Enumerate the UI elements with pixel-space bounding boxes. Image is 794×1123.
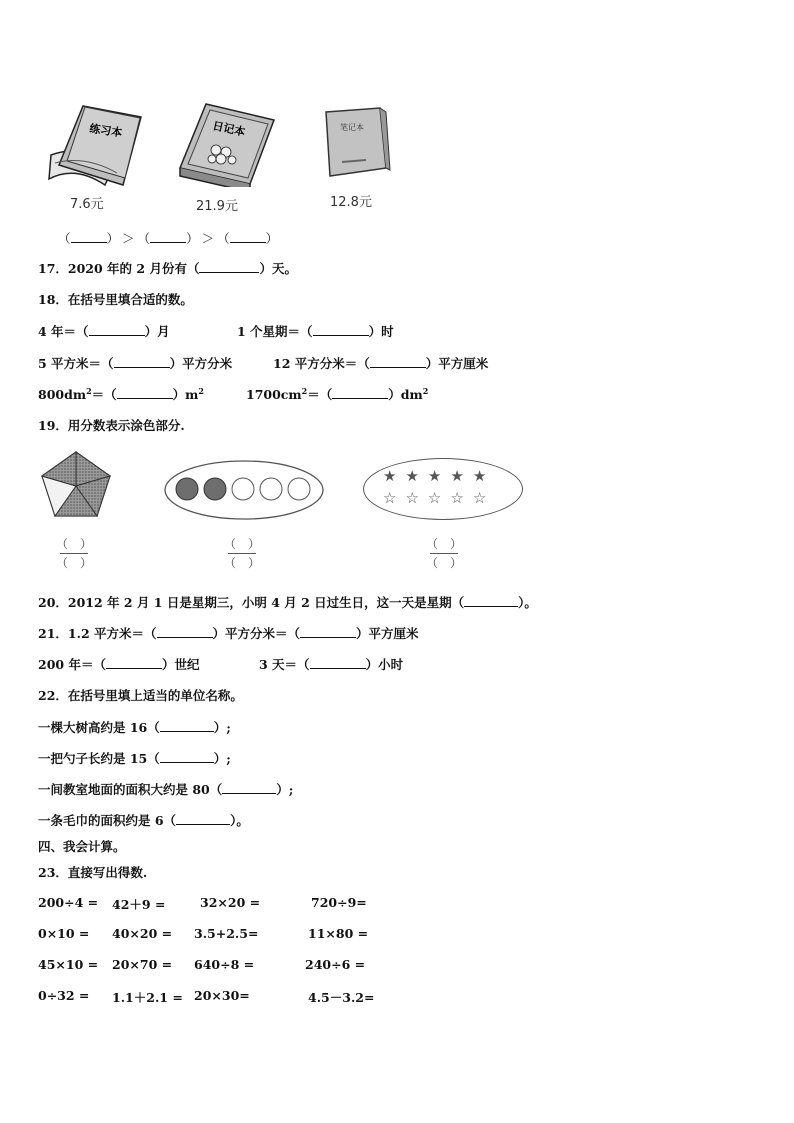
empty-circle bbox=[260, 478, 282, 500]
q22-blank-3[interactable] bbox=[222, 782, 276, 794]
calc-item: 3.5+2.5= bbox=[194, 926, 259, 941]
q22-line-1: 一棵大树高约是 16（ ）; bbox=[38, 720, 231, 735]
price-notebook: 12.8元 bbox=[330, 195, 372, 210]
q18-blank-4[interactable] bbox=[370, 356, 426, 368]
q17-blank[interactable] bbox=[199, 261, 259, 273]
filled-circle bbox=[204, 478, 226, 500]
q18-blank-5[interactable] bbox=[117, 387, 173, 399]
empty-star: ☆ bbox=[405, 489, 428, 507]
q18-blank-3[interactable] bbox=[114, 356, 170, 368]
q21-blank-4[interactable] bbox=[310, 657, 366, 669]
order-blank-2[interactable] bbox=[150, 231, 186, 243]
q22-blank-1[interactable] bbox=[160, 720, 214, 732]
fraction-answer-circles[interactable]: （ ） （ ） bbox=[223, 537, 260, 570]
empty-star: ☆ bbox=[472, 489, 496, 507]
q21-blank-1[interactable] bbox=[157, 626, 213, 638]
calc-item: 40×20 = bbox=[112, 926, 173, 941]
question-21-row1: 21．1.2 平方米＝（ ）平方分米＝（ ）平方厘米 bbox=[38, 626, 419, 641]
stars-oval bbox=[363, 458, 523, 520]
question-23-title: 23．直接写出得数. bbox=[38, 865, 148, 880]
filled-star: ★ bbox=[450, 467, 473, 485]
q18-row1-right: 1 个星期＝（ ）时 bbox=[237, 324, 394, 339]
question-18-title: 18．在括号里填合适的数。 bbox=[38, 292, 193, 307]
price-exercise-book: 7.6元 bbox=[70, 197, 104, 212]
order-blank-3[interactable] bbox=[230, 231, 266, 243]
q22-blank-4[interactable] bbox=[176, 813, 230, 825]
calc-item: 20×30= bbox=[194, 988, 250, 1003]
q22-line-4: 一条毛巾的面积约是 6（ ）。 bbox=[38, 813, 249, 828]
empty-circle bbox=[232, 478, 254, 500]
q18-row3-left: $800dm^2=$（ ）$m^2$ bbox=[38, 385, 204, 402]
calc-item: 4.5－3.2= bbox=[308, 990, 375, 1005]
question-20: 20．2012 年 2 月 1 日是星期三，小明 4 月 2 日过生日，这一天是星期（ ）。 bbox=[38, 595, 537, 610]
calc-item: 32×20 = bbox=[200, 895, 261, 910]
circles-oval bbox=[163, 458, 325, 522]
q18-row2-left: 5 平方米＝（ ）平方分米 bbox=[38, 356, 233, 371]
question-17: 17．2020 年的 2 月份有（ ）天。 bbox=[38, 261, 297, 276]
filled-star: ★ bbox=[383, 467, 406, 485]
q18-row3-right: $1700cm^2=$（ ）$dm^2$ bbox=[246, 385, 429, 402]
calc-item: 640÷8 = bbox=[194, 957, 255, 972]
calc-item: 45×10 = bbox=[38, 957, 99, 972]
calc-item: 200÷4 = bbox=[38, 895, 99, 910]
question-22-title: 22．在括号里填上适当的单位名称。 bbox=[38, 688, 243, 703]
filled-star: ★ bbox=[472, 467, 496, 485]
fraction-answer-pentagon[interactable]: （ ） （ ） bbox=[55, 537, 92, 570]
order-blank-1[interactable] bbox=[71, 231, 107, 243]
calc-item: 0÷32 = bbox=[38, 988, 90, 1003]
calc-item: 1.1＋2.1 = bbox=[112, 990, 183, 1005]
book3-cover-text: 笔记本 bbox=[340, 123, 364, 132]
empty-star: ☆ bbox=[450, 489, 473, 507]
q21-blank-3[interactable] bbox=[106, 657, 162, 669]
calc-item: 240÷6 = bbox=[305, 957, 366, 972]
q21-row2-right: 3 天＝（ ）小时 bbox=[259, 657, 404, 672]
empty-circle bbox=[288, 478, 310, 500]
question-19-title: 19．用分数表示涂色部分. bbox=[38, 418, 185, 433]
empty-star: ☆ bbox=[383, 489, 406, 507]
q18-blank-2[interactable] bbox=[313, 324, 369, 336]
price-diary-book: 21.9元 bbox=[196, 199, 238, 214]
q21-blank-2[interactable] bbox=[300, 626, 356, 638]
calc-item: 42＋9 = bbox=[112, 897, 166, 912]
q20-blank[interactable] bbox=[464, 595, 518, 607]
filled-star: ★ bbox=[405, 467, 428, 485]
q22-line-3: 一间教室地面的面积大约是 80（ ）; bbox=[38, 782, 294, 797]
calc-item: 20×70 = bbox=[112, 957, 173, 972]
q22-blank-2[interactable] bbox=[160, 751, 214, 763]
diary-book-image bbox=[176, 102, 276, 187]
section-4-heading: 四、我会计算。 bbox=[38, 839, 126, 854]
fraction-answer-stars[interactable]: （ ） （ ） bbox=[425, 537, 462, 570]
notebook-image bbox=[322, 106, 392, 181]
q18-row2-right: 12 平方分米＝（ ）平方厘米 bbox=[273, 356, 489, 371]
q18-blank-6[interactable] bbox=[332, 387, 388, 399]
calc-item: 720÷9= bbox=[311, 895, 367, 910]
exercise-book-image bbox=[45, 103, 145, 188]
price-order-line: （ ） ＞ （ ） ＞ （ ） bbox=[58, 231, 279, 246]
q21-row2-left: 200 年＝（ ）世纪 bbox=[38, 657, 200, 672]
book2-cover-text: 日记本 bbox=[211, 119, 247, 139]
calc-item: 11×80 = bbox=[308, 926, 369, 941]
filled-star: ★ bbox=[427, 467, 451, 485]
filled-circle bbox=[176, 478, 198, 500]
empty-star: ☆ bbox=[427, 489, 451, 507]
q18-blank-1[interactable] bbox=[89, 324, 145, 336]
calc-item: 0×10 = bbox=[38, 926, 90, 941]
q22-line-2: 一把勺子长约是 15（ ）; bbox=[38, 751, 231, 766]
shaded-pentagon bbox=[40, 450, 112, 520]
q18-row1-left: 4 年＝（ ）月 bbox=[38, 324, 170, 339]
book1-cover-text: 练习本 bbox=[88, 122, 124, 140]
